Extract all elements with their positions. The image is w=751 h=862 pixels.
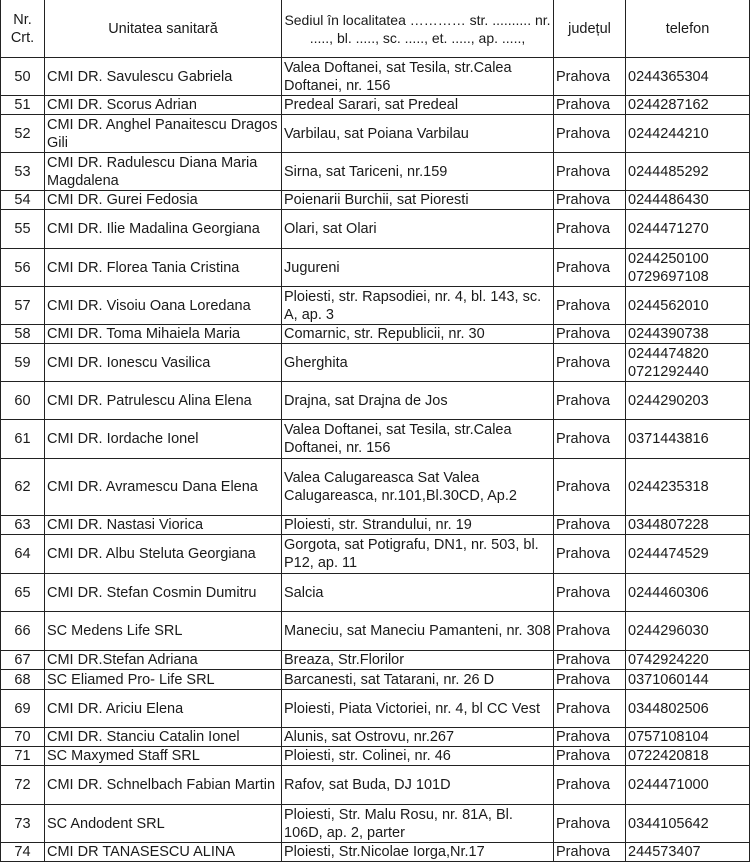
phone-number: 0244244210 <box>628 125 709 142</box>
unit-phone <box>626 805 750 843</box>
phone-number: 0371060144 <box>628 671 709 688</box>
unit-name: CMI DR. Radulescu Diana Maria Magdalena <box>45 153 282 191</box>
unit-phone <box>626 58 750 96</box>
row-number: 52 <box>1 115 45 153</box>
row-number: 71 <box>1 747 45 766</box>
phone-number: 0721292440 <box>628 363 709 380</box>
unit-address: Gorgota, sat Potigrafu, DN1, nr. 503, bl. P12, ap. 11 <box>282 535 554 574</box>
unit-name: CMI DR TANASESCU ALINA <box>45 843 282 862</box>
row-number: 56 <box>1 249 45 287</box>
unit-address: Valea Doftanei, sat Tesila, str.Calea Doftanei, nr. 156 <box>282 58 554 96</box>
unit-phone <box>626 516 750 535</box>
phone-number: 0344105642 <box>628 815 709 832</box>
phone-number: 0729697108 <box>628 268 709 285</box>
table-body <box>1 58 750 862</box>
header-address: Sediul în localitatea ………… str. .......... nr. ....., bl. ....., sc. ....., et. ....., ap. ....., <box>282 0 554 58</box>
phone-number: 0244485292 <box>628 163 709 180</box>
unit-county: Prahova <box>554 420 626 459</box>
phone-number: 0244562010 <box>628 297 709 314</box>
unit-county: Prahova <box>554 690 626 728</box>
unit-county: Prahova <box>554 574 626 612</box>
header-unit: Unitatea sanitară <box>45 0 282 58</box>
unit-name: SC Andodent SRL <box>45 805 282 843</box>
row-number: 69 <box>1 690 45 728</box>
table-row <box>1 325 750 344</box>
table-row <box>1 843 750 862</box>
unit-address: Gherghita <box>282 344 554 382</box>
unit-county: Prahova <box>554 96 626 115</box>
table-row <box>1 728 750 747</box>
unit-county: Prahova <box>554 805 626 843</box>
table-row <box>1 58 750 96</box>
unit-county: Prahova <box>554 153 626 191</box>
phone-number: 0244471270 <box>628 221 709 237</box>
unit-address: Breaza, Str.Florilor <box>282 651 554 670</box>
unit-phone <box>626 420 750 459</box>
unit-address: Sirna, sat Tariceni, nr.159 <box>282 153 554 191</box>
unit-county: Prahova <box>554 210 626 249</box>
unit-phone <box>626 535 750 574</box>
phone-number: 0244390738 <box>628 326 709 342</box>
phone-number: 0344802506 <box>628 700 709 717</box>
unit-address: Ploiesti, str. Rapsodiei, nr. 4, bl. 143, sc. A, ap. 3 <box>282 287 554 325</box>
phone-number: 0244365304 <box>628 68 709 85</box>
table-row <box>1 535 750 574</box>
table-row <box>1 287 750 325</box>
phone-number: 0757108104 <box>628 729 709 745</box>
unit-phone <box>626 670 750 690</box>
unit-address: Comarnic, str. Republicii, nr. 30 <box>282 325 554 344</box>
phone-number: 0371443816 <box>628 431 709 447</box>
unit-address: Jugureni <box>282 249 554 287</box>
table-row <box>1 96 750 115</box>
unit-name: SC Maxymed Staff SRL <box>45 747 282 766</box>
row-number: 58 <box>1 325 45 344</box>
unit-address: Predeal Sarari, sat Predeal <box>282 96 554 115</box>
phone-number: 0244290203 <box>628 392 709 409</box>
unit-county: Prahova <box>554 535 626 574</box>
unit-phone <box>626 574 750 612</box>
unit-county: Prahova <box>554 766 626 805</box>
unit-name: CMI DR. Stanciu Catalin Ionel <box>45 728 282 747</box>
unit-name: CMI DR. Iordache Ionel <box>45 420 282 459</box>
table-row <box>1 670 750 690</box>
row-number: 66 <box>1 612 45 651</box>
table-row <box>1 612 750 651</box>
unit-address: Ploiesti, Piata Victoriei, nr. 4, bl CC Vest <box>282 690 554 728</box>
row-number: 62 <box>1 459 45 516</box>
unit-address: Valea Doftanei, sat Tesila, str.Calea Doftanei, nr. 156 <box>282 420 554 459</box>
unit-address: Ploiesti, Str. Malu Rosu, nr. 81A, Bl. 106D, ap. 2, parter <box>282 805 554 843</box>
table-row <box>1 344 750 382</box>
header-county: județul <box>554 0 626 58</box>
table-row <box>1 766 750 805</box>
phone-number: 0244486430 <box>628 192 709 208</box>
unit-phone <box>626 690 750 728</box>
row-number: 61 <box>1 420 45 459</box>
header-nr: Nr. Crt. <box>1 0 45 58</box>
unit-county: Prahova <box>554 747 626 766</box>
table-row <box>1 115 750 153</box>
phone-number: 0244296030 <box>628 623 709 639</box>
unit-county: Prahova <box>554 459 626 516</box>
phone-number: 0244287162 <box>628 97 709 113</box>
unit-address: Varbilau, sat Poiana Varbilau <box>282 115 554 153</box>
unit-address: Rafov, sat Buda, DJ 101D <box>282 766 554 805</box>
table-row <box>1 574 750 612</box>
unit-phone <box>626 728 750 747</box>
unit-address: Alunis, sat Ostrovu, nr.267 <box>282 728 554 747</box>
phone-number: 0722420818 <box>628 748 709 764</box>
unit-phone <box>626 459 750 516</box>
phone-number: 0344807228 <box>628 517 709 533</box>
table-row <box>1 459 750 516</box>
row-number: 63 <box>1 516 45 535</box>
unit-phone <box>626 766 750 805</box>
unit-phone <box>626 382 750 420</box>
unit-phone <box>626 747 750 766</box>
row-number: 54 <box>1 191 45 210</box>
unit-address: Ploiesti, str. Colinei, nr. 46 <box>282 747 554 766</box>
phone-number: 0244460306 <box>628 584 709 601</box>
table-row <box>1 249 750 287</box>
phone-number: 0244474529 <box>628 546 709 562</box>
unit-phone <box>626 96 750 115</box>
unit-phone <box>626 651 750 670</box>
unit-name: CMI DR. Patrulescu Alina Elena <box>45 382 282 420</box>
phone-number: 0244471000 <box>628 777 709 793</box>
table-row <box>1 382 750 420</box>
table-row <box>1 420 750 459</box>
unit-phone <box>626 843 750 862</box>
unit-county: Prahova <box>554 115 626 153</box>
row-number: 55 <box>1 210 45 249</box>
unit-name: CMI DR. Albu Steluta Georgiana <box>45 535 282 574</box>
unit-name: SC Medens Life SRL <box>45 612 282 651</box>
unit-address: Maneciu, sat Maneciu Pamanteni, nr. 308 <box>282 612 554 651</box>
unit-phone <box>626 210 750 249</box>
phone-number: 0244235318 <box>628 479 709 495</box>
phone-number: 0244250100 <box>628 250 709 267</box>
row-number: 74 <box>1 843 45 862</box>
unit-county: Prahova <box>554 382 626 420</box>
unit-name: CMI DR. Florea Tania Cristina <box>45 249 282 287</box>
unit-address: Drajna, sat Drajna de Jos <box>282 382 554 420</box>
unit-name: CMI DR. Scorus Adrian <box>45 96 282 115</box>
row-number: 68 <box>1 670 45 690</box>
table-header-row <box>1 0 750 58</box>
unit-name: CMI DR. Visoiu Oana Loredana <box>45 287 282 325</box>
unit-name: CMI DR. Ariciu Elena <box>45 690 282 728</box>
row-number: 51 <box>1 96 45 115</box>
phone-number: 244573407 <box>628 844 701 860</box>
unit-county: Prahova <box>554 670 626 690</box>
unit-county: Prahova <box>554 287 626 325</box>
unit-county: Prahova <box>554 651 626 670</box>
unit-county: Prahova <box>554 728 626 747</box>
unit-county: Prahova <box>554 58 626 96</box>
unit-name: CMI DR. Anghel Panaitescu Dragos Gili <box>45 115 282 153</box>
phone-number: 0742924220 <box>628 652 709 668</box>
row-number: 70 <box>1 728 45 747</box>
unit-phone <box>626 344 750 382</box>
row-number: 72 <box>1 766 45 805</box>
table-row <box>1 805 750 843</box>
unit-address: Valea Calugareasca Sat Valea Calugareasca, nr.101,Bl.30CD, Ap.2 <box>282 459 554 516</box>
row-number: 53 <box>1 153 45 191</box>
unit-name: CMI DR. Ilie Madalina Georgiana <box>45 210 282 249</box>
unit-phone <box>626 612 750 651</box>
table-row <box>1 191 750 210</box>
unit-phone <box>626 115 750 153</box>
table-row <box>1 651 750 670</box>
table-row <box>1 690 750 728</box>
row-number: 57 <box>1 287 45 325</box>
unit-county: Prahova <box>554 843 626 862</box>
table-row <box>1 153 750 191</box>
row-number: 73 <box>1 805 45 843</box>
unit-name: CMI DR. Toma Mihaiela Maria <box>45 325 282 344</box>
unit-address: Ploiesti, str. Strandului, nr. 19 <box>282 516 554 535</box>
unit-name: SC Eliamed Pro- Life SRL <box>45 670 282 690</box>
row-number: 67 <box>1 651 45 670</box>
unit-county: Prahova <box>554 516 626 535</box>
unit-name: CMI DR. Schnelbach Fabian Martin <box>45 766 282 805</box>
unit-address: Barcanesti, sat Tatarani, nr. 26 D <box>282 670 554 690</box>
unit-name: CMI DR. Stefan Cosmin Dumitru <box>45 574 282 612</box>
unit-phone <box>626 287 750 325</box>
unit-county: Prahova <box>554 612 626 651</box>
unit-phone <box>626 325 750 344</box>
unit-name: CMI DR. Ionescu Vasilica <box>45 344 282 382</box>
table-row <box>1 516 750 535</box>
unit-county: Prahova <box>554 325 626 344</box>
unit-county: Prahova <box>554 191 626 210</box>
row-number: 59 <box>1 344 45 382</box>
unit-name: CMI DR. Savulescu Gabriela <box>45 58 282 96</box>
header-phone: telefon <box>626 0 750 58</box>
phone-number: 0244474820 <box>628 345 709 362</box>
unit-phone <box>626 249 750 287</box>
unit-phone <box>626 153 750 191</box>
table-row <box>1 210 750 249</box>
unit-name: CMI DR. Nastasi Viorica <box>45 516 282 535</box>
row-number: 60 <box>1 382 45 420</box>
unit-address: Ploiesti, Str.Nicolae Iorga,Nr.17 <box>282 843 554 862</box>
unit-phone <box>626 191 750 210</box>
unit-name: CMI DR. Gurei Fedosia <box>45 191 282 210</box>
unit-address: Salcia <box>282 574 554 612</box>
unit-address: Olari, sat Olari <box>282 210 554 249</box>
unit-county: Prahova <box>554 249 626 287</box>
unit-address: Poienarii Burchii, sat Pioresti <box>282 191 554 210</box>
row-number: 50 <box>1 58 45 96</box>
row-number: 64 <box>1 535 45 574</box>
unit-name: CMI DR. Avramescu Dana Elena <box>45 459 282 516</box>
row-number: 65 <box>1 574 45 612</box>
unit-county: Prahova <box>554 344 626 382</box>
unit-name: CMI DR.Stefan Adriana <box>45 651 282 670</box>
table-row <box>1 747 750 766</box>
